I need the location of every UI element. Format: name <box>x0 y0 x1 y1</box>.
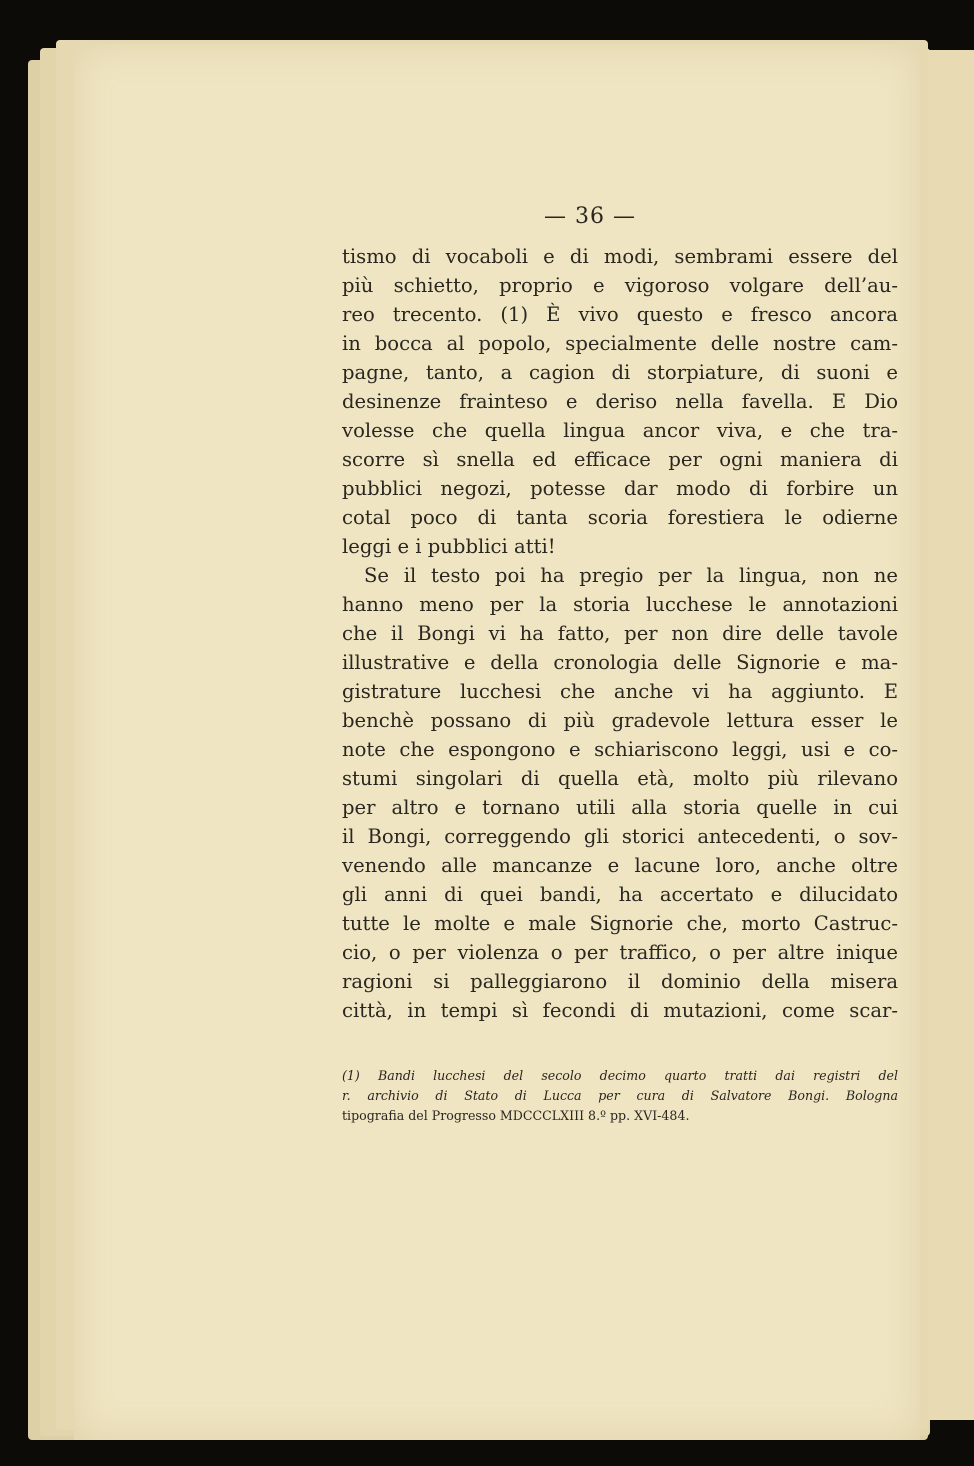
paragraph-2 <box>342 561 898 1025</box>
text-line: pubblici negozi, potesse dar modo di forbire un <box>342 477 898 500</box>
text-line: gistrature lucchesi che anche vi ha aggiunto. E <box>342 680 898 703</box>
text-line: ragioni si palleggiarono il dominio della misera <box>342 970 898 993</box>
text-line: stumi singolari di quella età, molto più rilevano <box>342 767 898 790</box>
page-number: — 36 — <box>544 204 636 229</box>
text-line: in bocca al popolo, specialmente delle nostre cam- <box>342 332 898 355</box>
text-line: note che espongono e schiariscono leggi, usi e co- <box>342 738 898 761</box>
text-line: tismo di vocaboli e di modi, sembrami essere del <box>342 245 898 268</box>
body-text <box>342 242 898 1025</box>
footnote-line: r. archivio di Stato di Lucca per cura di Salvatore Bongi. Bologna <box>342 1088 898 1103</box>
paragraph-1 <box>342 242 898 561</box>
text-line: Se il testo poi ha pregio per la lingua, non ne <box>364 564 898 587</box>
text-line: venendo alle mancanze e lacune loro, anche oltre <box>342 854 898 877</box>
text-line: cio, o per violenza o per traffico, o per altre inique <box>342 941 898 964</box>
text-line: pagne, tanto, a cagion di storpiature, di suoni e <box>342 361 898 384</box>
text-line: che il Bongi vi ha fatto, per non dire delle tavole <box>342 622 898 645</box>
text-line: hanno meno per la storia lucchese le annotazioni <box>342 593 898 616</box>
text-line: tutte le molte e male Signorie che, morto Castruc- <box>342 912 898 935</box>
footnote-line: tipografia del Progresso MDCCCLXIII 8.º pp. XVI-484. <box>342 1108 690 1123</box>
text-line: per altro e tornano utili alla storia quelle in cui <box>342 796 898 819</box>
text-line: scorre sì snella ed efficace per ogni maniera di <box>342 448 898 471</box>
text-line: il Bongi, correggendo gli storici antecedenti, o sov- <box>342 825 898 848</box>
text-line: leggi e i pubblici atti! <box>342 535 556 558</box>
text-line: gli anni di quei bandi, ha accertato e dilucidato <box>342 883 898 906</box>
facing-page-edge <box>928 50 974 1420</box>
text-line: volesse che quella lingua ancor viva, e che tra- <box>342 419 898 442</box>
text-line: reo trecento. (1) È vivo questo e fresco ancora <box>342 303 898 326</box>
text-line: illustrative e della cronologia delle Signorie e ma- <box>342 651 898 674</box>
text-line: città, in tempi sì fecondi di mutazioni, come scar- <box>342 999 898 1022</box>
book-page <box>74 44 920 1440</box>
text-line: più schietto, proprio e vigoroso volgare dell’au- <box>342 274 898 297</box>
footnote <box>342 1066 898 1126</box>
text-line: cotal poco di tanta scoria forestiera le odierne <box>342 506 898 529</box>
text-line: desinenze frainteso e deriso nella favella. E Dio <box>342 390 898 413</box>
text-line: benchè possano di più gradevole lettura esser le <box>342 709 898 732</box>
footnote-line: (1) Bandi lucchesi del secolo decimo quarto tratti dai registri del <box>342 1068 898 1083</box>
